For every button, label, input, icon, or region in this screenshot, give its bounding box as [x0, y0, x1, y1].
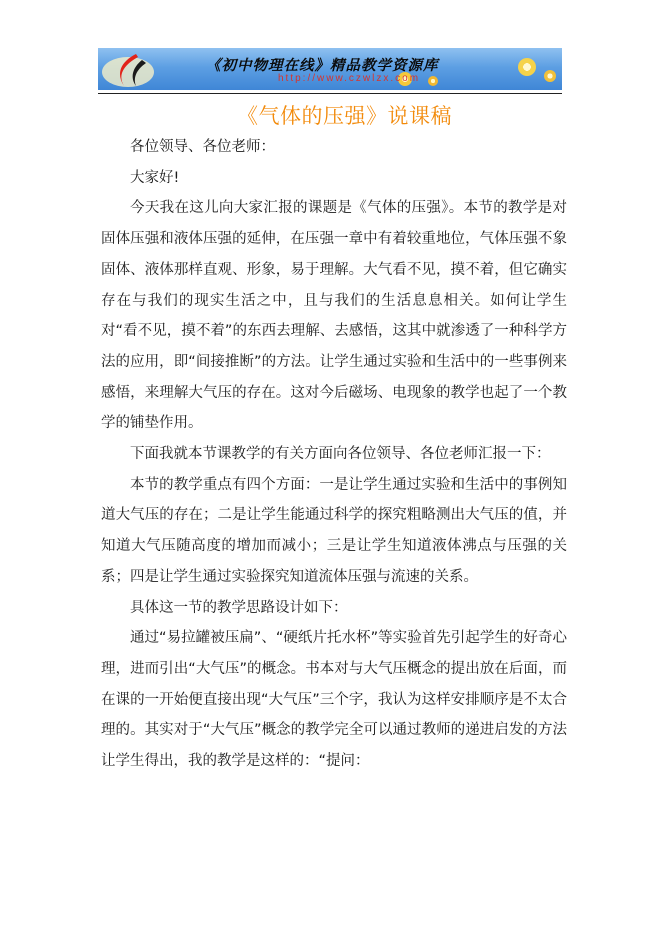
header-divider	[98, 93, 562, 94]
paragraph: 下面我就本节课教学的有关方面向各位领导、各位老师汇报一下：	[130, 446, 551, 463]
document-title: 《气体的压强》说课稿	[237, 104, 452, 128]
paragraph: 大家好!	[130, 169, 180, 186]
paragraph: 通过“易拉罐被压扁”、“硬纸片托水杯”等实验首先引起学生的好奇心理，进而引出“大气压”的概念。书本对与大气压概念的提出放在后面，而在课的一开始便直接出现“大气压”三个字，我认为这样安排顺序是不太合理的。其实对于“大气压”概念的教学完全可以通过教师的递进启发的方法让学生得出，我的教学是这样的：“提问：	[101, 630, 567, 770]
site-logo-icon	[98, 48, 168, 90]
paragraph: 今天我在这儿向大家汇报的课题是《气体的压强》。本节的教学是对固体压强和液体压强的延伸，在压强一章中有着较重地位，气体压强不象固体、液体那样直观、形象，易于理解。大气看不见，摸不着，但它确实存在与我们的现实生活之中，且与我们的生活息息相关。如何让学生对“看不见，摸不着”的东西去理解、去感悟，这其中就渗透了一种科学方法的应用，即“间接推断”的方法。让学生通过实验和生活中的一些事例来感悟，来理解大气压的存在。这对今后磁场、电现象的教学也起了一个教学的铺垫作用。	[101, 200, 567, 432]
header-banner	[98, 48, 562, 90]
paragraph: 各位领导、各位老师：	[130, 139, 275, 155]
banner-url: http://www.czwlzx.com	[278, 73, 421, 84]
flower-decoration-icon	[428, 76, 438, 86]
document-body	[101, 132, 567, 777]
paragraph: 本节的教学重点有四个方面：一是让学生通过实验和生活中的事例知道大气压的存在；二是让学生能通过科学的探究粗略测出大气压的值，并知道大气压随高度的增加而减小；三是让学生知道液体沸点与压强的关系；四是让学生通过实验探究知道流体压强与流速的关系。	[101, 476, 567, 585]
banner-title: 《初中物理在线》精品教学资源库	[206, 57, 439, 74]
paragraph: 具体这一节的教学思路设计如下：	[130, 599, 348, 616]
